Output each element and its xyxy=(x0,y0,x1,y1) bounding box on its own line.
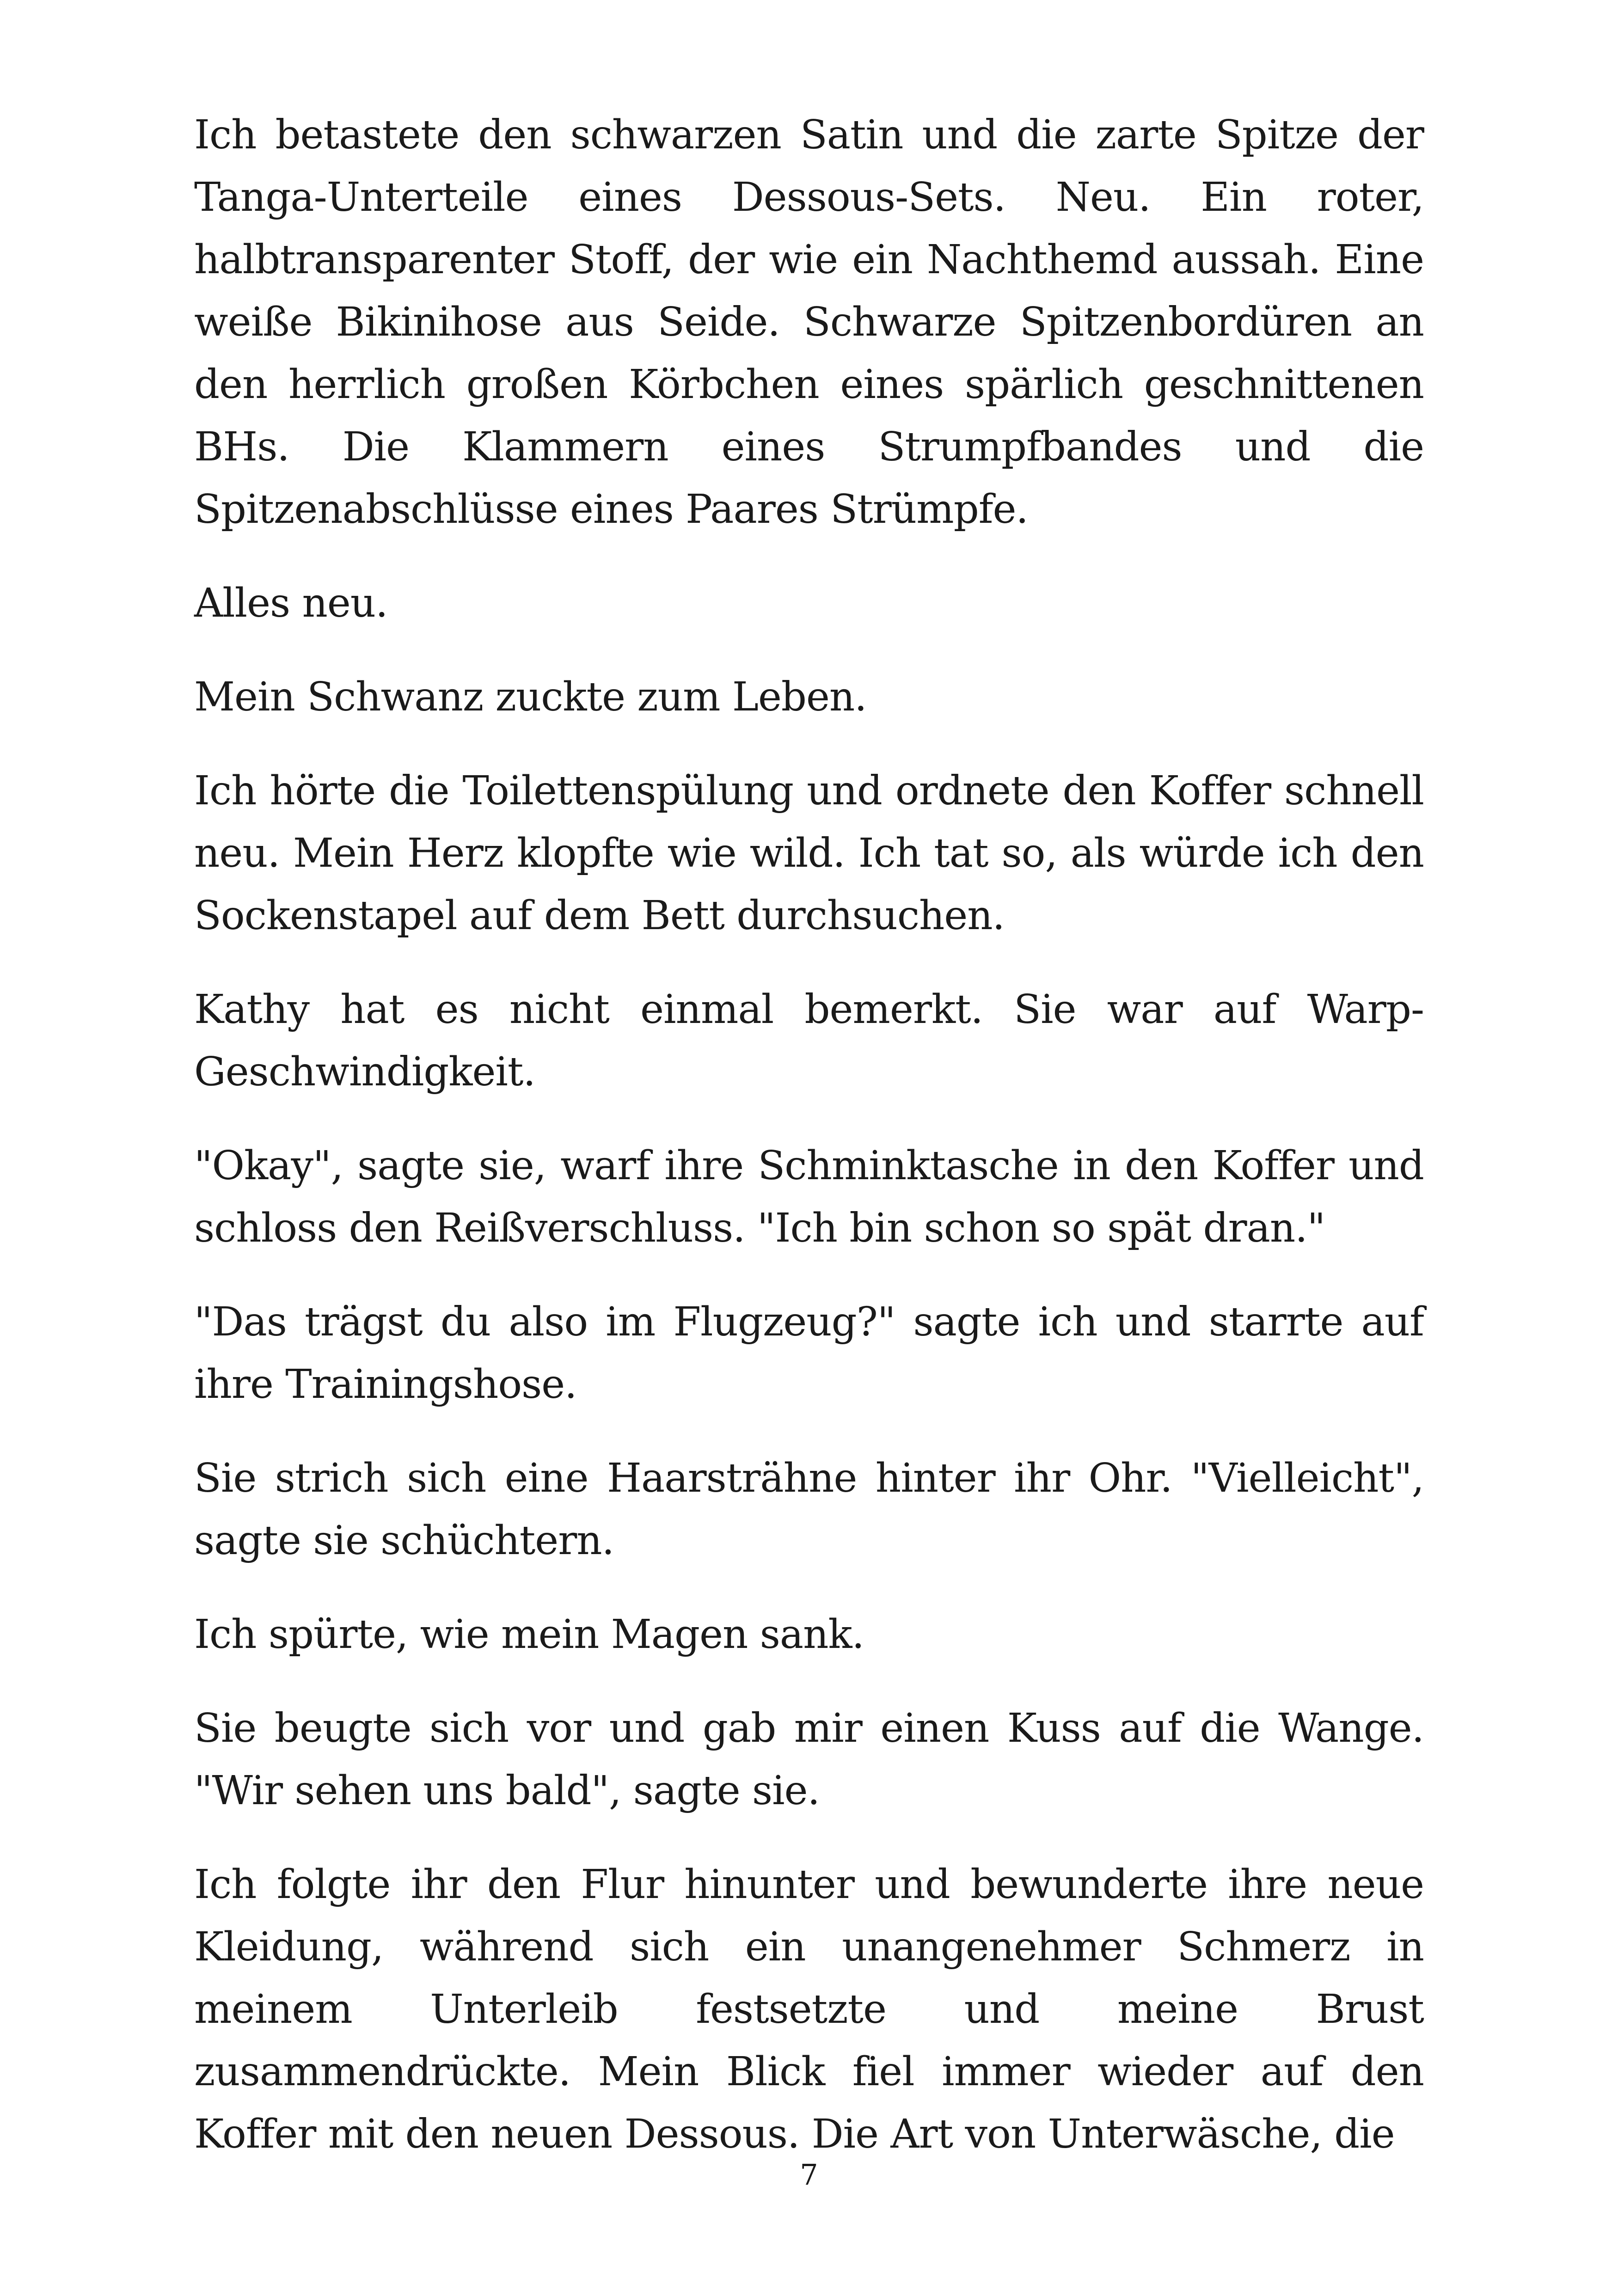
paragraph: Sie beugte sich vor und gab mir einen Kuss auf die Wange. "Wir sehen uns bald", sagte sie. xyxy=(194,1705,1424,1814)
paragraph: Ich hörte die Toilettenspülung und ordnete den Koffer schnell neu. Mein Herz klopfte wie wild. Ich tat so, als würde ich den Sockenstapel auf dem Bett durchsuchen. xyxy=(194,768,1424,939)
paragraph: Ich spürte, wie mein Magen sank. xyxy=(194,1611,864,1658)
paragraph: Kathy hat es nicht einmal bemerkt. Sie war auf Warp-Geschwindigkeit. xyxy=(194,986,1424,1095)
paragraph: Mein Schwanz zuckte zum Leben. xyxy=(194,674,867,720)
page-number: 7 xyxy=(800,2158,818,2192)
paragraph: Ich folgte ihr den Flur hinunter und bewunderte ihre neue Kleidung, während sich ein unangenehmer Schmerz in meinem Unterleib festsetzte und meine Brust zusammendrückte. Mein Blick fiel immer wieder auf den Koffer mit den neuen Dessous. Die Art von Unterwäsche, die xyxy=(194,1861,1424,2157)
paragraph: Alles neu. xyxy=(194,580,388,626)
paragraph: "Okay", sagte sie, warf ihre Schminktasche in den Koffer und schloss den Reißverschluss. "Ich bin schon so spät dran." xyxy=(194,1143,1424,1251)
body-text xyxy=(194,104,1424,2197)
paragraph: Sie strich sich eine Haarsträhne hinter ihr Ohr. "Vielleicht", sagte sie schüchtern. xyxy=(194,1455,1424,1564)
paragraph: Ich betastete den schwarzen Satin und die zarte Spitze der Tanga-Unterteile eines Dessous-Sets. Neu. Ein roter, halbtransparenter Stoff, der wie ein Nachthemd aussah. Eine weiße Bikinihose aus Seide. Schwarze Spitzenbordüren an den herrlich großen Körbchen eines spärlich geschnittenen BHs. Die Klammern eines Strumpfbandes und die Spitzenabschlüsse eines Paares Strümpfe. xyxy=(194,112,1424,533)
paragraph: "Das trägst du also im Flugzeug?" sagte ich und starrte auf ihre Trainingshose. xyxy=(194,1299,1424,1408)
